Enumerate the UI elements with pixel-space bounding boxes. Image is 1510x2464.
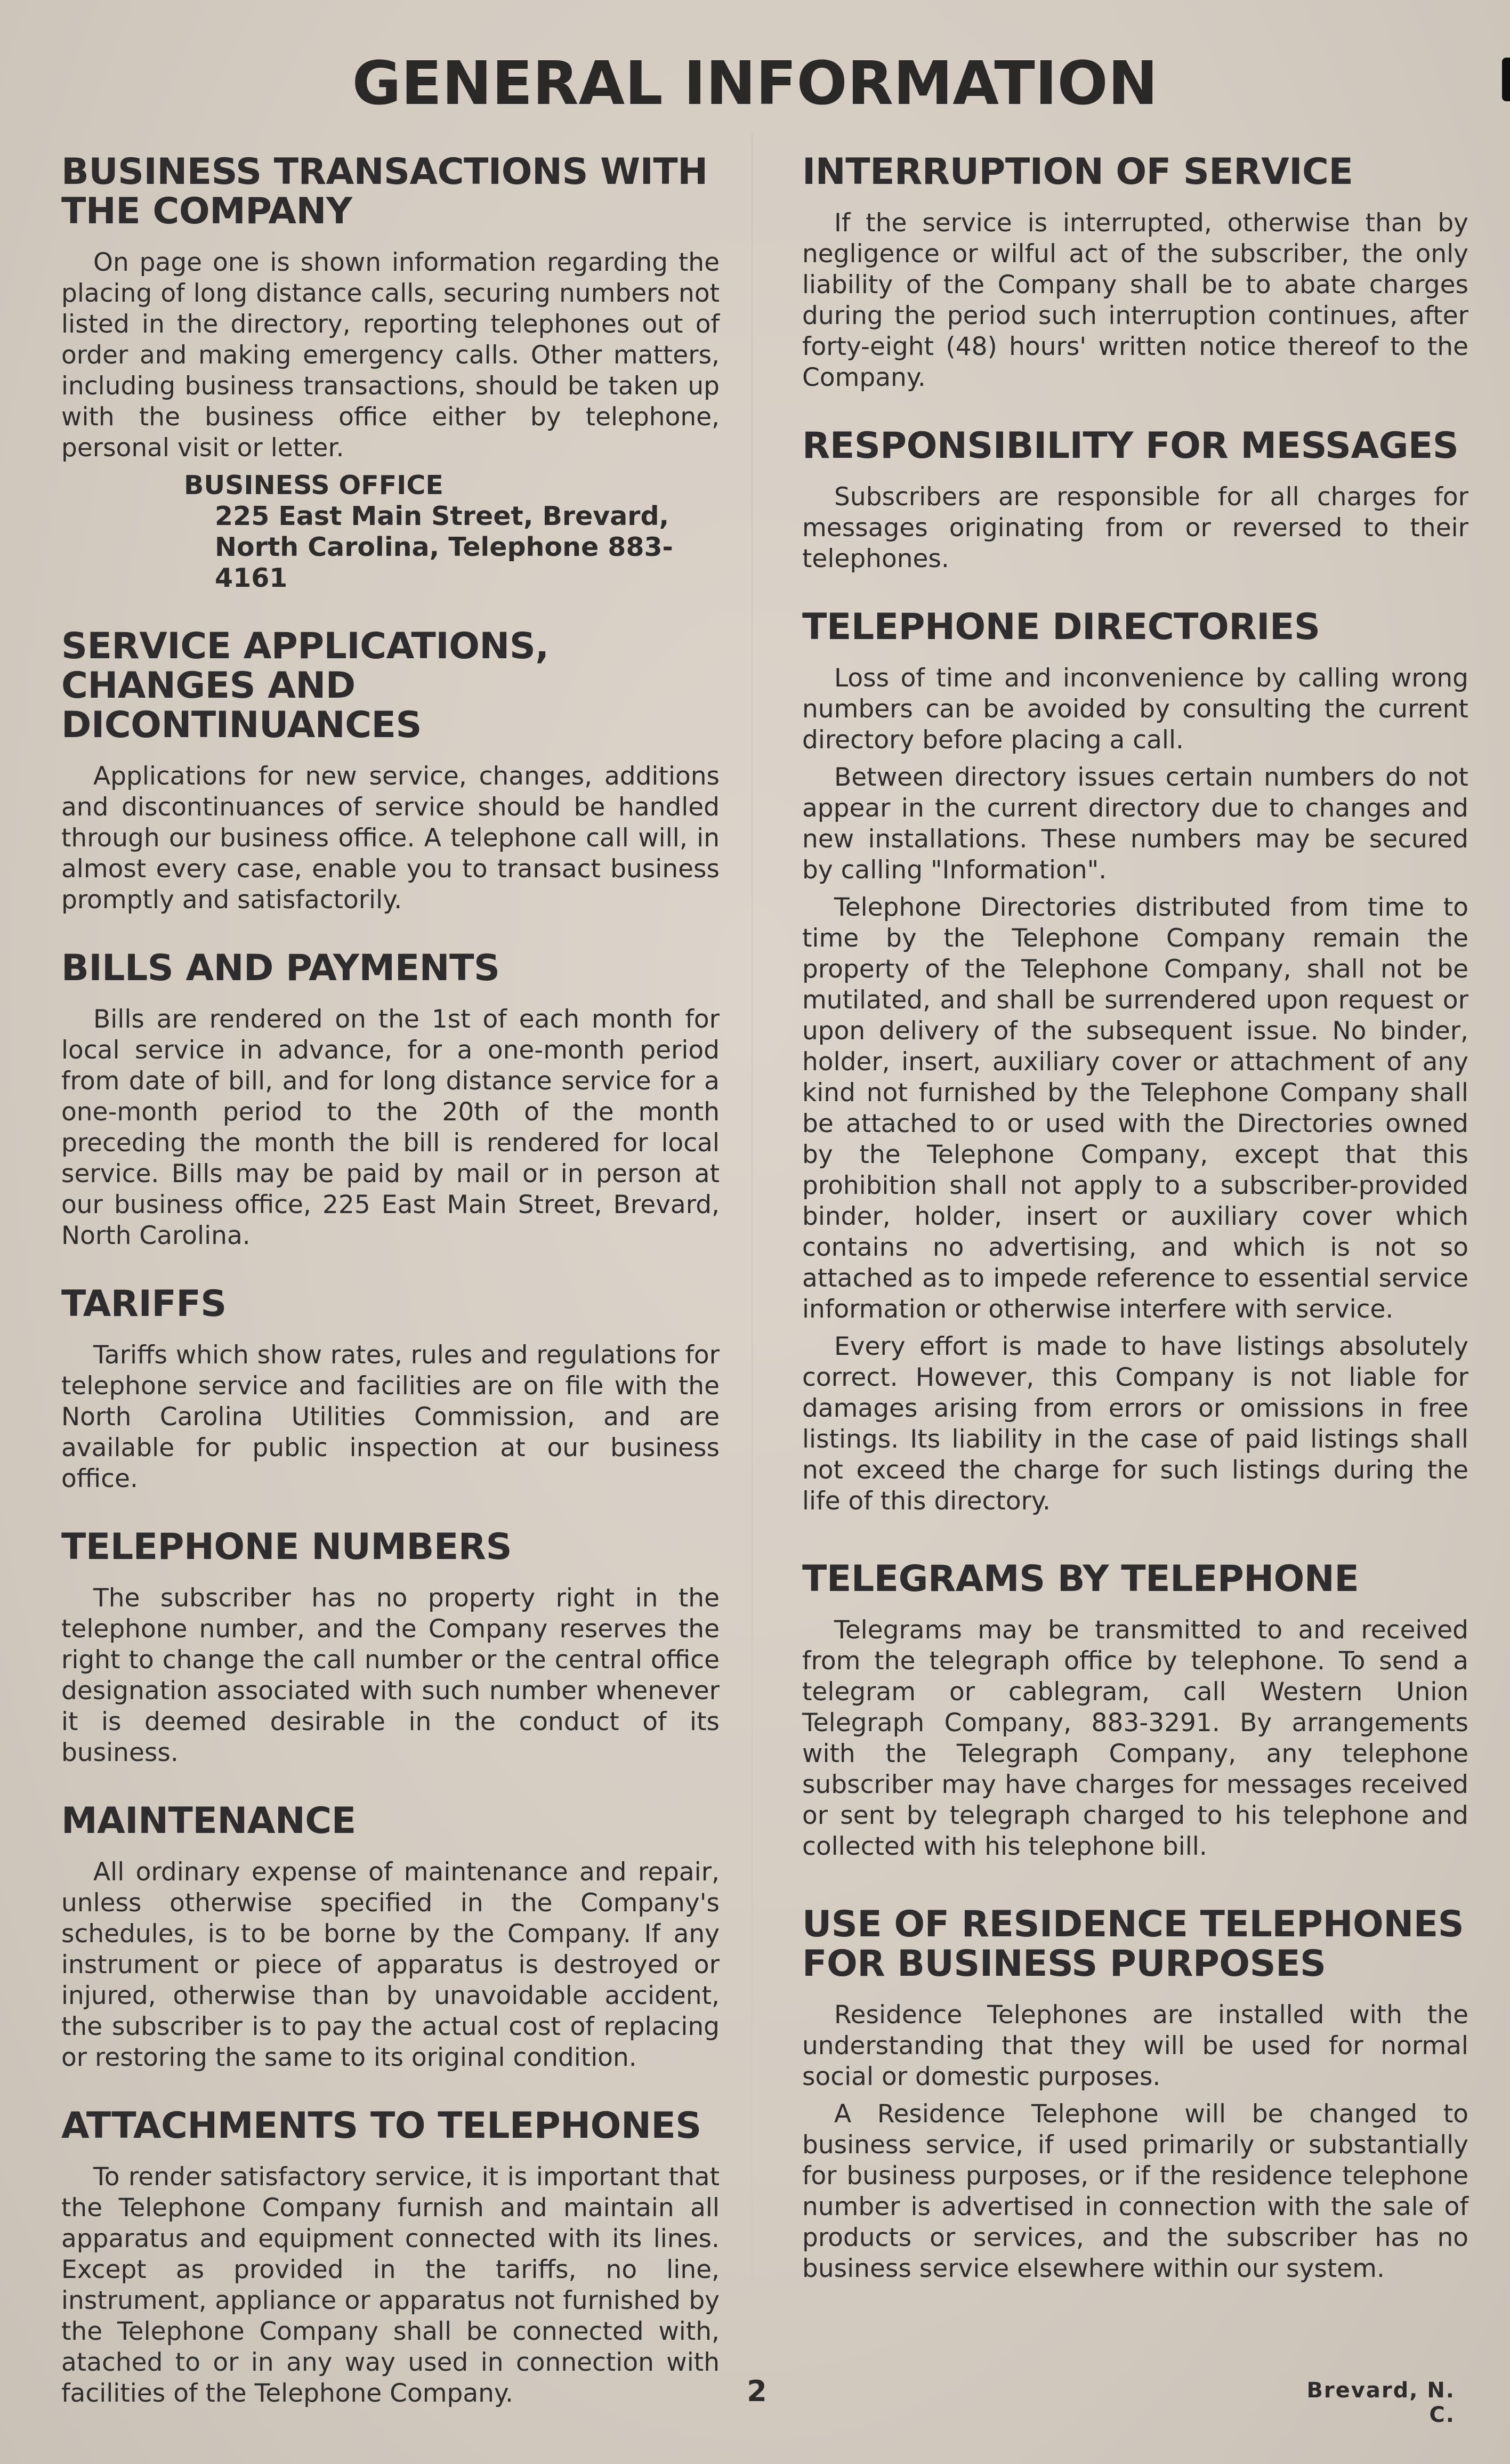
section-business-transactions — [61, 152, 720, 594]
page-number: 2 — [747, 2374, 767, 2408]
section-paragraph: Residence Telephones are installed with the understanding that they will be used for normal social or domestic purposes. — [802, 2000, 1468, 2091]
office-city-phone: North Carolina, Telephone 883-4161 — [215, 532, 673, 593]
section-heading: SERVICE APPLICATIONS, CHANGES AND DICONTINUANCES — [61, 625, 549, 746]
section-heading: BILLS AND PAYMENTS — [61, 947, 500, 989]
section-interruption-of-service — [802, 152, 1468, 393]
section-paragraph: The subscriber has no property right in the telephone number, and the Company reserves the right to change the call number or the central office designation associated with such number whenever it is deemed desirable in the conduct of its business. — [61, 1584, 720, 1767]
section-paragraph: Tariffs which show rates, rules and regulations for telephone service and facilities are on file with the North Carolina Utilities Commission, and are available for public inspection at our business office. — [61, 1340, 720, 1493]
footer-location: Brevard, N. C. — [1306, 2378, 1455, 2427]
section-responsibility-for-messages — [802, 426, 1468, 575]
section-telephone-numbers — [61, 1528, 720, 1768]
section-paragraph: Telegrams may be transmitted to and received from the telegraph office by telephone. To send a telegram or cablegram, call Western Union Telegraph Company, 883-3291. By arrangements with the Telegraph Company, any telephone subscriber may have charges for messages received or sent by telegraph charged to his telephone and collected with his telephone bill. — [802, 1615, 1468, 1861]
section-bills-and-payments — [61, 949, 720, 1251]
section-paragraph: On page one is shown information regarding the placing of long distance calls, securing numbers not listed in the directory, reporting telephones out of order and making emergency calls. Other matters, including business transactions, should be taken up with the business office either by telephone, personal visit or letter. — [61, 248, 720, 463]
section-paragraph: Between directory issues certain numbers do not appear in the current directory due to changes and new installations. These numbers may be secured by calling "Information". — [802, 763, 1468, 885]
section-heading: MAINTENANCE — [61, 1800, 356, 1842]
section-telegrams-by-telephone — [802, 1560, 1468, 1862]
office-street: 225 East Main Street, Brevard, — [215, 501, 669, 531]
section-paragraph: Telephone Directories distributed from time to time by the Telephone Company remain the property of the Telephone Company, shall not be mutilated, and shall be surrendered upon request or upon delivery of the subsequent issue. No binder, holder, insert, auxiliary cover or attachment of any kind not furnished by the Telephone Company shall be attached to or used with the Directories owned by the Telephone Company, except that this prohibition shall not apply to a subscriber-provided binder, holder, insert or auxiliary cover which contains no advertising, and which is not so attached as to impede reference to essential service information or otherwise interfere with service. — [802, 893, 1468, 1324]
right-column — [802, 152, 1468, 2317]
business-office-address — [61, 470, 720, 594]
section-heading: TARIFFS — [61, 1283, 227, 1325]
section-maintenance — [61, 1801, 720, 2073]
section-heading: TELEPHONE DIRECTORIES — [802, 606, 1320, 648]
section-heading: TELEGRAMS BY TELEPHONE — [802, 1558, 1359, 1600]
section-heading: BUSINESS TRANSACTIONS WITH THE COMPANY — [61, 151, 708, 232]
section-residence-telephones — [802, 1905, 1468, 2284]
section-heading: TELEPHONE NUMBERS — [61, 1526, 512, 1568]
section-paragraph: If the service is interrupted, otherwise than by negligence or wilful act of the subscriber, the only liability of the Company shall be to abate charges during the period such interruption continues, after forty-eight (48) hours' written notice thereof to the Company. — [802, 208, 1468, 392]
page-title: GENERAL INFORMATION — [352, 49, 1158, 118]
section-paragraph: Every effort is made to have listings absolutely correct. However, this Company is not liable for damages arising from errors or omissions in free listings. Its liability in the case of paid listings shall not exceed the charge for such listings during the life of this directory. — [802, 1332, 1468, 1516]
section-paragraph: To render satisfactory service, it is important that the Telephone Company furnish and maintain all apparatus and equipment connected with its lines. Except as provided in the tariffs, no line, instrument, appliance or apparatus not furnished by the Telephone Company shall be connected with, atached to or in any way used in connection with facilities of the Telephone Company. — [61, 2162, 720, 2408]
page-fold-line — [752, 133, 753, 2345]
section-heading: ATTACHMENTS TO TELEPHONES — [61, 2105, 701, 2147]
section-telephone-directories — [802, 608, 1468, 1517]
section-heading: INTERRUPTION OF SERVICE — [802, 151, 1353, 193]
section-heading: RESPONSIBILITY FOR MESSAGES — [802, 425, 1459, 467]
office-label: BUSINESS OFFICE — [184, 470, 443, 500]
section-service-applications — [61, 627, 720, 916]
section-paragraph: A Residence Telephone will be changed to business service, if used primarily or substantially for business purposes, or if the residence telephone number is advertised in connection with the sale of products or services, and the subscriber has no business service elsewhere within our system. — [802, 2099, 1468, 2283]
section-paragraph: Loss of time and inconvenience by calling wrong numbers can be avoided by consulting the current directory before placing a call. — [802, 664, 1468, 755]
section-attachments — [61, 2106, 720, 2409]
section-paragraph: Bills are rendered on the 1st of each month for local service in advance, for a one-month period from date of bill, and for long distance service for a one-month period to the 20th of the month preceding the month the bill is rendered for local service. Bills may be paid by mail or in person at our business office, 225 East Main Street, Brevard, North Carolina. — [61, 1005, 720, 1250]
section-paragraph: Subscribers are responsible for all charges for messages originating from or reversed to their telephones. — [802, 482, 1468, 573]
section-heading: USE OF RESIDENCE TELEPHONES FOR BUSINESS PURPOSES — [802, 1903, 1464, 1985]
section-paragraph: All ordinary expense of maintenance and repair, unless otherwise specified in the Company's schedules, is to be borne by the Company. If any instrument or piece of apparatus is destroyed or injured, otherwise than by unavoidable accident, the subscriber is to pay the actual cost of replacing or restoring the same to its original condition. — [61, 1857, 720, 2072]
left-column — [61, 152, 720, 2442]
section-tariffs — [61, 1284, 720, 1494]
section-paragraph: Applications for new service, changes, additions and discontinuances of service should be handled through our business office. A telephone call will, in almost every case, enable you to transact business promptly and satisfactorily. — [61, 762, 720, 915]
